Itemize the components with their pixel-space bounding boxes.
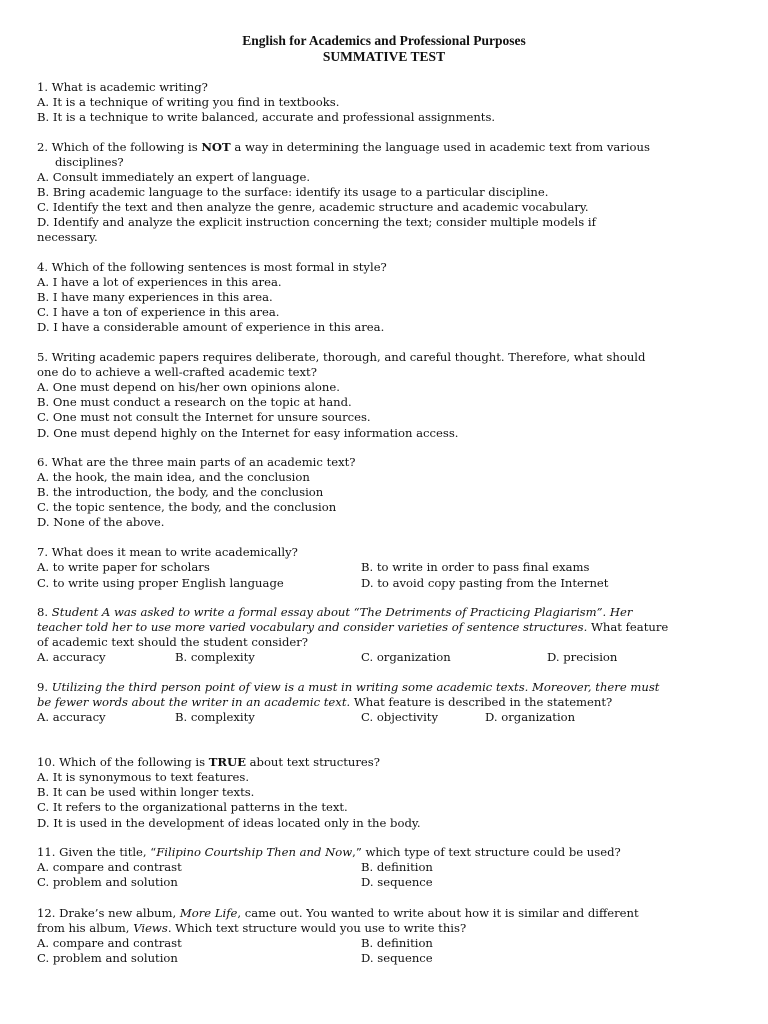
option-c: C. the topic sentence, the body, and the conclusion [37,500,337,514]
option-d: D. sequence [361,875,433,889]
option-c: C. organization [361,650,451,664]
question-stem: 12. Drake’s new album, More Life, came out. You wanted to write about how it is similar and different [37,906,639,920]
option-c: C. It refers to the organizational patterns in the text. [37,800,348,814]
question-stem-cont: from his album, Views. Which text structure would you use to write this? [37,921,467,935]
question-stem: 7. What does it mean to write academically? [37,545,298,559]
option-b: B. the introduction, the body, and the conclusion [37,485,324,499]
question-stem-cont: teacher told her to use more varied vocabulary and consider varieties of sentence structures. What feature [37,620,669,634]
question-stem-cont-2: of academic text should the student consider? [37,635,308,649]
question-stem-cont: be fewer words about the writer in an academic text. What feature is described in the statement? [37,695,613,709]
option-d: D. precision [547,650,618,664]
option-d: D. Identify and analyze the explicit instruction concerning the text; consider multiple models if [37,215,596,229]
option-b: B. definition [361,860,433,874]
option-b: B. One must conduct a research on the topic at hand. [37,395,352,409]
option-a: A. compare and contrast [37,936,182,950]
question-stem: 9. Utilizing the third person point of view is a must in writing some academic texts. Moreover, there must [37,680,660,694]
option-d: D. I have a considerable amount of experience in this area. [37,320,385,334]
option-c: C. problem and solution [37,951,178,965]
document-title: English for Academics and Professional Purposes [242,33,526,48]
option-d: D. organization [485,710,576,724]
question-stem: 10. Which of the following is TRUE about text structures? [37,755,380,769]
question-stem: 11. Given the title, “Filipino Courtship Then and Now,” which type of text structure could be used? [37,845,621,859]
option-d: D. sequence [361,951,433,965]
option-c: C. to write using proper English language [37,576,284,590]
question-stem-cont: one do to achieve a well-crafted academic text? [37,365,317,379]
option-a: A. I have a lot of experiences in this area. [37,275,282,289]
option-b: B. It can be used within longer texts. [37,785,255,799]
question-stem: 6. What are the three main parts of an academic text? [37,455,356,469]
option-a: A. It is a technique of writing you find in textbooks. [37,95,340,109]
question-stem: 1. What is academic writing? [37,80,208,94]
option-a: A. the hook, the main idea, and the conclusion [37,470,310,484]
option-d: D. It is used in the development of ideas located only in the body. [37,816,421,830]
option-a: A. compare and contrast [37,860,182,874]
option-c: C. One must not consult the Internet for unsure sources. [37,410,371,424]
option-c: C. I have a ton of experience in this area. [37,305,280,319]
option-d: D. One must depend highly on the Internet for easy information access. [37,426,459,440]
question-stem: 8. Student A was asked to write a formal essay about “The Detriments of Practicing Plagiarism”. Her [37,605,633,619]
option-b: B. It is a technique to write balanced, accurate and professional assignments. [37,110,496,124]
question-stem: 5. Writing academic papers requires deliberate, thorough, and careful thought. Therefore, what should [37,350,646,364]
option-b: B. complexity [175,710,255,724]
option-b: B. I have many experiences in this area. [37,290,273,304]
emphasis-not: NOT [201,140,231,154]
option-b: B. Bring academic language to the surface: identify its usage to a particular discipline. [37,185,549,199]
option-b: B. definition [361,936,433,950]
option-a: A. It is synonymous to text features. [37,770,250,784]
question-stem-cont: disciplines? [55,155,124,169]
option-a: A. Consult immediately an expert of language. [37,170,311,184]
option-a: A. One must depend on his/her own opinions alone. [37,380,340,394]
option-a: A. to write paper for scholars [37,560,210,574]
option-c: C. problem and solution [37,875,178,889]
option-d-cont: necessary. [37,230,98,244]
option-b: B. to write in order to pass final exams [361,560,590,574]
question-stem: 4. Which of the following sentences is most formal in style? [37,260,387,274]
document-subtitle: SUMMATIVE TEST [322,49,446,64]
option-c: C. Identify the text and then analyze the genre, academic structure and academic vocabulary. [37,200,589,214]
question-stem: 2. Which of the following is NOT a way in determining the language used in academic text from various [37,140,650,154]
option-d: D. None of the above. [37,515,165,529]
option-c: C. objectivity [361,710,439,724]
emphasis-true: TRUE [208,755,246,769]
option-a: A. accuracy [37,650,106,664]
option-b: B. complexity [175,650,255,664]
option-d: D. to avoid copy pasting from the Internet [361,576,609,590]
option-a: A. accuracy [37,710,106,724]
